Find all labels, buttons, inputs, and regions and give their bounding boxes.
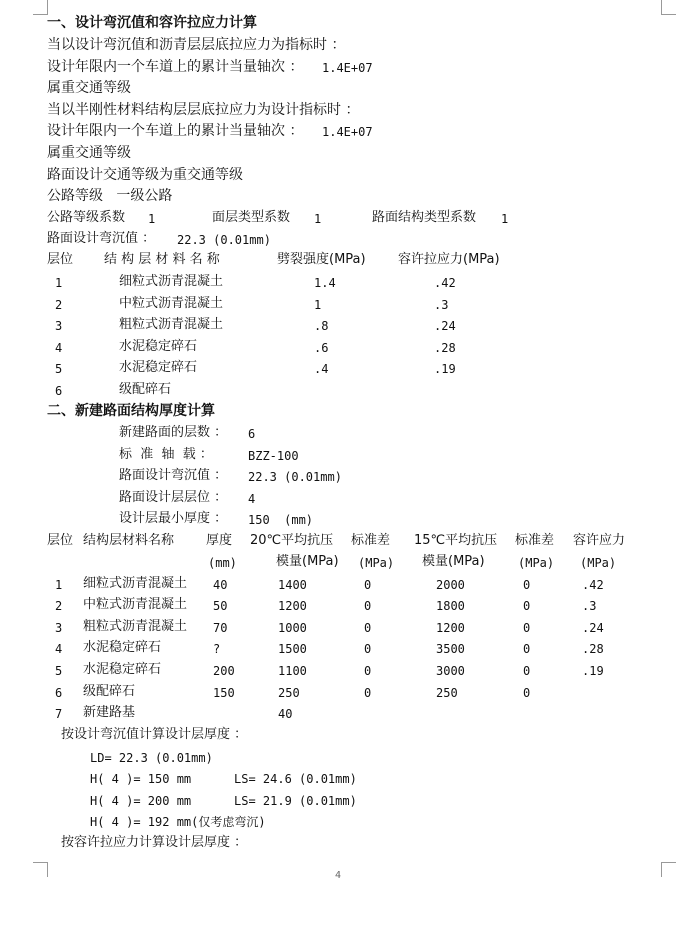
page-number: 4 xyxy=(334,870,342,881)
row-strength: .6 xyxy=(314,341,329,355)
row-no: 1 xyxy=(55,578,63,592)
deflection-label: 路面设计弯沉值 ： xyxy=(47,231,156,246)
table2-header-sd1: 标准差 xyxy=(351,533,391,548)
table2-header-e15: 15℃平均抗压 xyxy=(414,533,498,548)
calc-h1: H( 4 )= 150 mm xyxy=(90,772,192,786)
calc-title-deflection: 按设计弯沉值计算设计层厚度 ： xyxy=(61,727,248,742)
param-value: 6 xyxy=(248,427,256,441)
row-no: 6 xyxy=(55,686,63,700)
row-no: 4 xyxy=(55,341,63,355)
row-sd2: 0 xyxy=(523,686,531,700)
crop-mark-top-left xyxy=(33,0,48,15)
row-e15: 1200 xyxy=(436,621,465,635)
row-sd2: 0 xyxy=(523,621,531,635)
row-thick: 200 xyxy=(213,664,235,678)
calc-title-stress: 按容许拉应力计算设计层厚度 ： xyxy=(61,835,248,850)
coef3-value: 1 xyxy=(501,212,509,226)
table2-unit-sd2: (MPa) xyxy=(518,556,555,570)
row-name: 级配碎石 xyxy=(83,684,136,699)
row-allow: .24 xyxy=(582,621,604,635)
row-thick: 70 xyxy=(213,621,228,635)
row-thick: 50 xyxy=(213,599,228,613)
calc-h3: H( 4 )= 192 mm(仅考虑弯沉) xyxy=(90,815,266,829)
row-sd1: 0 xyxy=(364,621,372,635)
row-allow: .3 xyxy=(582,599,597,613)
row-name: 级配碎石 xyxy=(119,382,172,397)
table2-unit-thick: (mm) xyxy=(208,556,237,570)
param-label: 设计层最小厚度 ： xyxy=(119,511,228,526)
section1-line1: 当以设计弯沉值和沥青层层底拉应力为指标时 ： xyxy=(47,37,346,53)
section1-heading: 一、设计弯沉值和容许拉应力计算 xyxy=(47,15,257,31)
section1-line2-value: 1.4E+07 xyxy=(322,61,373,75)
param-label: 路面设计层层位 ： xyxy=(119,490,228,505)
table2-header-no: 层位 xyxy=(47,533,74,548)
row-no: 3 xyxy=(55,621,63,635)
table2-header-allow: 容许应力 xyxy=(573,533,626,548)
row-no: 7 xyxy=(55,707,63,721)
row-e15: 250 xyxy=(436,686,458,700)
row-e15: 3000 xyxy=(436,664,465,678)
param-value: 22.3 (0.01mm) xyxy=(248,470,342,484)
row-name: 水泥稳定碎石 xyxy=(119,360,198,375)
calc-ls1: LS= 24.6 (0.01mm) xyxy=(234,772,357,786)
row-name: 中粒式沥青混凝土 xyxy=(119,296,224,311)
row-name: 中粒式沥青混凝土 xyxy=(83,597,188,612)
row-no: 2 xyxy=(55,298,63,312)
row-sd2: 0 xyxy=(523,664,531,678)
calc-ls2: LS= 21.9 (0.01mm) xyxy=(234,794,357,808)
table1-header-allowable: 容许拉应力(MPa) xyxy=(398,252,500,267)
row-e20: 1200 xyxy=(278,599,307,613)
row-allowable: .24 xyxy=(434,319,456,333)
coef3-label: 路面结构类型系数 xyxy=(372,210,477,225)
coef1-value: 1 xyxy=(148,212,156,226)
row-thick: 40 xyxy=(213,578,228,592)
param-value: BZZ-100 xyxy=(248,449,299,463)
row-allowable: .3 xyxy=(434,298,449,312)
row-name: 细粒式沥青混凝土 xyxy=(83,576,188,591)
table1-header-no: 层位 xyxy=(47,252,74,267)
table2-header-sd2: 标准差 xyxy=(515,533,555,548)
row-sd1: 0 xyxy=(364,642,372,656)
row-no: 2 xyxy=(55,599,63,613)
coef2-value: 1 xyxy=(314,212,322,226)
coef1-label: 公路等级系数 xyxy=(47,210,126,225)
table2-unit-allow: (MPa) xyxy=(580,556,617,570)
section1-line8: 公路等级 一级公路 xyxy=(47,188,173,204)
table1-header-strength: 劈裂强度(MPa) xyxy=(277,252,366,267)
row-no: 4 xyxy=(55,642,63,656)
param-label: 新建路面的层数 ： xyxy=(119,425,228,440)
row-sd1: 0 xyxy=(364,686,372,700)
row-allow: .19 xyxy=(582,664,604,678)
row-allow: .42 xyxy=(582,578,604,592)
table2-unit-e20: 模量(MPa) xyxy=(276,554,339,569)
row-sd2: 0 xyxy=(523,599,531,613)
param-value: 4 xyxy=(248,492,256,506)
section1-line4: 当以半刚性材料结构层层底拉应力为设计指标时 ： xyxy=(47,102,360,118)
section1-line5-value: 1.4E+07 xyxy=(322,125,373,139)
row-no: 5 xyxy=(55,362,63,376)
row-thick: ? xyxy=(213,642,221,656)
section1-line5-label: 设计年限内一个车道上的累计当量轴次 ： xyxy=(47,123,304,139)
param-label: 路面设计弯沉值 ： xyxy=(119,468,228,483)
deflection-value: 22.3 (0.01mm) xyxy=(177,233,271,247)
row-name: 细粒式沥青混凝土 xyxy=(119,274,224,289)
row-allowable: .42 xyxy=(434,276,456,290)
section1-line3: 属重交通等级 xyxy=(47,80,131,96)
param-value: 150 (mm) xyxy=(248,513,314,527)
row-name: 水泥稳定碎石 xyxy=(83,662,162,677)
row-name: 水泥稳定碎石 xyxy=(83,640,162,655)
section1-line6: 属重交通等级 xyxy=(47,145,131,161)
param-label: 标 准 轴 载 ： xyxy=(119,447,213,462)
coef2-label: 面层类型系数 xyxy=(212,210,291,225)
row-no: 3 xyxy=(55,319,63,333)
row-name: 水泥稳定碎石 xyxy=(119,339,198,354)
row-name: 新建路基 xyxy=(83,705,136,720)
row-no: 5 xyxy=(55,664,63,678)
section1-line2-label: 设计年限内一个车道上的累计当量轴次 ： xyxy=(47,59,304,75)
row-allow: .28 xyxy=(582,642,604,656)
row-e20: 1500 xyxy=(278,642,307,656)
row-e20: 1100 xyxy=(278,664,307,678)
row-e15: 2000 xyxy=(436,578,465,592)
row-e20: 1000 xyxy=(278,621,307,635)
table2-header-thick: 厚度 xyxy=(206,533,233,548)
table1-header-name: 结 构 层 材 料 名 称 xyxy=(104,252,220,267)
calc-ld: LD= 22.3 (0.01mm) xyxy=(90,751,213,765)
row-strength: .4 xyxy=(314,362,329,376)
crop-mark-top-right xyxy=(661,0,676,15)
section2-heading: 二、新建路面结构厚度计算 xyxy=(47,403,215,419)
row-allowable: .19 xyxy=(434,362,456,376)
row-name: 粗粒式沥青混凝土 xyxy=(119,317,224,332)
row-thick: 150 xyxy=(213,686,235,700)
row-e20: 250 xyxy=(278,686,300,700)
row-strength: 1 xyxy=(314,298,322,312)
row-sd2: 0 xyxy=(523,578,531,592)
row-name: 粗粒式沥青混凝土 xyxy=(83,619,188,634)
row-sd2: 0 xyxy=(523,642,531,656)
table2-unit-e15: 模量(MPa) xyxy=(422,554,485,569)
row-sd1: 0 xyxy=(364,664,372,678)
table2-unit-sd1: (MPa) xyxy=(358,556,395,570)
calc-h2: H( 4 )= 200 mm xyxy=(90,794,192,808)
row-strength: 1.4 xyxy=(314,276,336,290)
row-e20: 40 xyxy=(278,707,293,721)
table2-header-name: 结构层材料名称 xyxy=(83,533,175,548)
row-allowable: .28 xyxy=(434,341,456,355)
table2-header-e20: 20℃平均抗压 xyxy=(250,533,334,548)
row-e20: 1400 xyxy=(278,578,307,592)
row-no: 6 xyxy=(55,384,63,398)
row-sd1: 0 xyxy=(364,599,372,613)
row-e15: 1800 xyxy=(436,599,465,613)
row-sd1: 0 xyxy=(364,578,372,592)
row-e15: 3500 xyxy=(436,642,465,656)
row-strength: .8 xyxy=(314,319,329,333)
row-no: 1 xyxy=(55,276,63,290)
section1-line7: 路面设计交通等级为重交通等级 xyxy=(47,167,243,183)
